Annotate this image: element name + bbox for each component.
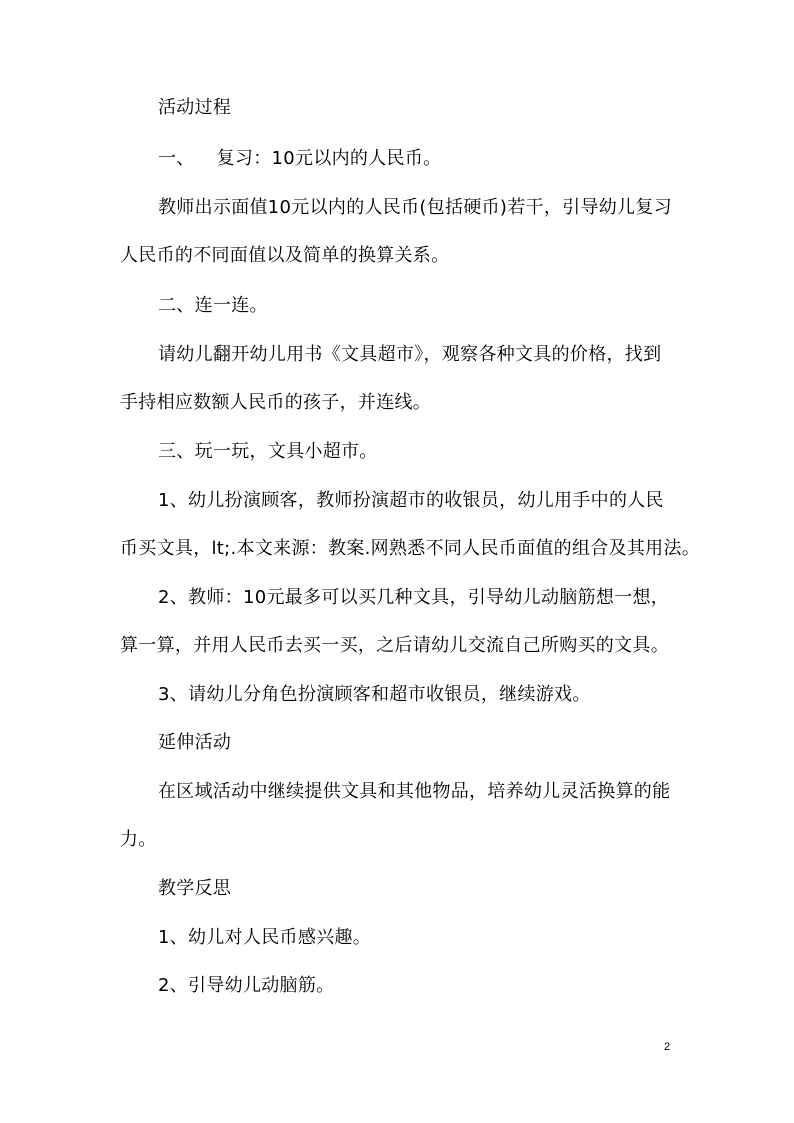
heading-activity-process: 活动过程 bbox=[158, 97, 232, 118]
paragraph-line: 算一算，并用人民币去买一买，之后请幼儿交流自己所购买的文具。 bbox=[120, 635, 669, 656]
list-item: 1、幼儿对人民币感兴趣。 bbox=[158, 927, 372, 948]
list-item: 2、引导幼儿动脑筋。 bbox=[158, 975, 335, 996]
section-heading-play: 三、玩一玩，文具小超市。 bbox=[158, 441, 378, 462]
paragraph-line: 1、幼儿扮演顾客，教师扮演超市的收银员，幼儿用手中的人民 bbox=[158, 490, 664, 511]
section-heading-connect: 二、连一连。 bbox=[158, 295, 268, 316]
paragraph-line: 币买文具，lt;.本文来源：教案.网熟悉不同人民币面值的组合及其用法。 bbox=[120, 538, 701, 559]
paragraph-line: 请幼儿翻开幼儿用书《文具超市》，观察各种文具的价格，找到 bbox=[158, 344, 662, 365]
paragraph-line: 力。 bbox=[120, 829, 157, 850]
section-review bbox=[158, 147, 692, 171]
heading-extension-activity: 延伸活动 bbox=[158, 732, 232, 753]
section-title: 复习：10元以内的人民币。 bbox=[216, 148, 442, 169]
paragraph-line: 手持相应数额人民币的孩子，并连线。 bbox=[120, 392, 432, 413]
page-number: 2 bbox=[664, 1041, 671, 1053]
paragraph-line: 教师出示面值10元以内的人民币(包括硬币)若干，引导幼儿复习 bbox=[158, 197, 672, 218]
paragraph-line: 在区域活动中继续提供文具和其他物品，培养幼儿灵活换算的能 bbox=[158, 781, 671, 802]
heading-teaching-reflection: 教学反思 bbox=[158, 878, 232, 899]
section-number: 一、 bbox=[158, 148, 195, 169]
paragraph-line: 人民币的不同面值以及简单的换算关系。 bbox=[120, 245, 450, 266]
paragraph-line: 3、请幼儿分角色扮演顾客和超市收银员，继续游戏。 bbox=[158, 684, 591, 705]
paragraph-line: 2、教师：10元最多可以买几种文具，引导幼儿动脑筋想一想， bbox=[158, 587, 670, 608]
